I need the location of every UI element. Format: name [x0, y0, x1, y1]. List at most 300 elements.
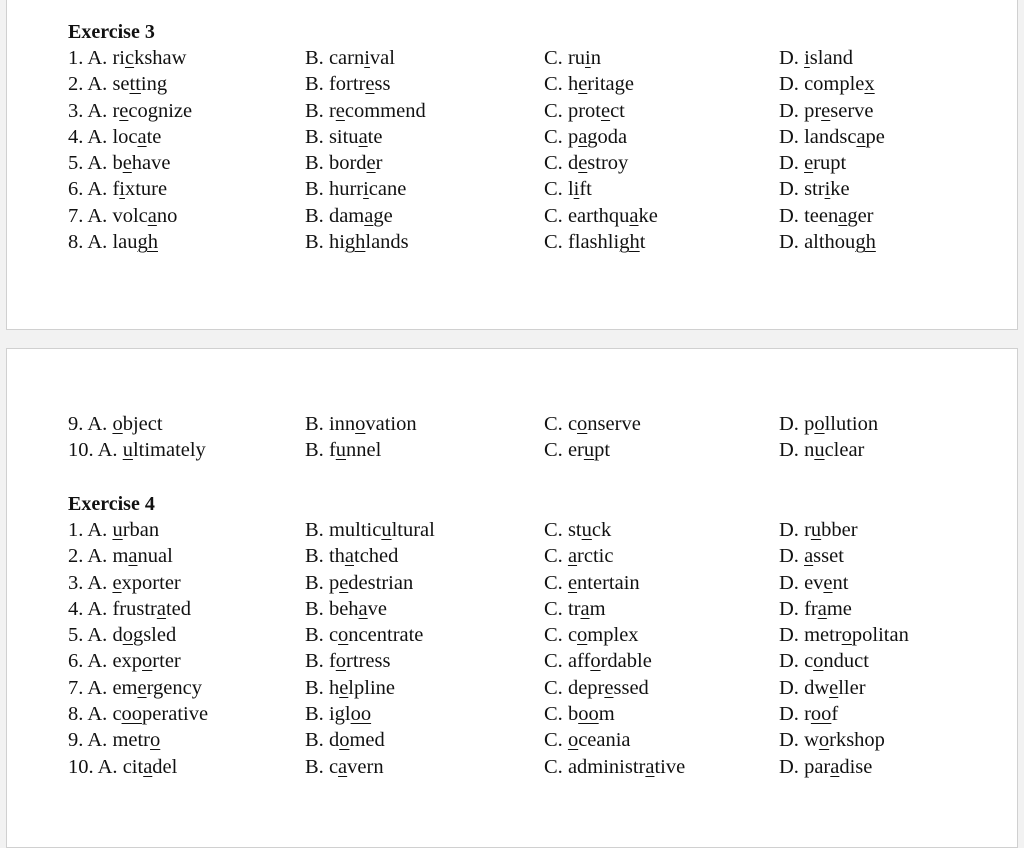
word-part: vation [365, 413, 417, 435]
option-a [68, 47, 186, 69]
underlined-sound: e [365, 73, 375, 96]
word-part: mplex [587, 624, 639, 647]
word-part: r [375, 152, 383, 175]
option-letter: D. [779, 755, 799, 778]
word-part: ing [140, 73, 168, 96]
question-row [7, 231, 1017, 257]
option-word [112, 178, 167, 200]
option-word [112, 598, 191, 620]
word-part: ssed [613, 676, 649, 699]
option-word [112, 126, 161, 148]
option-word [329, 598, 387, 620]
word-part: d [567, 152, 579, 175]
underlined-sound: oo [121, 703, 143, 726]
word-part: dam [328, 204, 365, 227]
underlined-sound: a [629, 204, 639, 227]
option-word [568, 439, 610, 461]
word-part: f [112, 178, 120, 201]
option-letter: B. [305, 439, 324, 462]
option-word [329, 413, 417, 435]
word-part: igl [328, 703, 351, 726]
word-part: rgency [146, 676, 202, 699]
option-word [112, 572, 180, 594]
option-b [305, 545, 398, 567]
underlined-sound: gh [855, 231, 876, 254]
option-word [329, 100, 426, 122]
word-part: ntertain [577, 571, 640, 594]
question-row [7, 126, 1017, 152]
word-part: exp [112, 650, 143, 673]
option-letter: A. [87, 676, 108, 699]
word-part: ke [830, 178, 850, 201]
word-part: clear [824, 439, 865, 462]
option-word [568, 756, 685, 778]
question-number: 5. [68, 624, 84, 647]
option-word [329, 178, 406, 200]
option-letter: D. [779, 676, 799, 699]
underlined-sound: e [578, 73, 588, 96]
option-letter: B. [305, 597, 324, 620]
option-letter: B. [305, 152, 324, 175]
word-part: ru [567, 47, 586, 69]
option-a [68, 152, 171, 174]
question-number: 6. [68, 178, 84, 201]
option-a [68, 73, 167, 95]
option-word [804, 152, 846, 174]
word-part: no [156, 204, 178, 227]
option-b [305, 598, 387, 620]
option-word [568, 178, 592, 200]
option-word [568, 677, 649, 699]
underlined-sound: o [590, 650, 601, 673]
option-c [544, 703, 615, 725]
option-letter: D. [779, 152, 799, 175]
option-word [568, 519, 611, 541]
option-letter: D. [779, 650, 799, 673]
option-a [68, 100, 192, 122]
underlined-sound: e [366, 152, 376, 175]
underlined-sound: i [585, 47, 591, 69]
word-part: tive [654, 755, 686, 778]
option-word [568, 624, 639, 646]
option-word [804, 205, 873, 227]
underlined-sound: i [824, 178, 831, 201]
option-d [779, 152, 846, 174]
option-letter: D. [779, 204, 799, 227]
underlined-sound: oo [810, 703, 832, 726]
word-part: aff [567, 650, 591, 673]
option-word [804, 677, 866, 699]
option-letter: D. [779, 99, 799, 122]
word-part: rupt [813, 152, 847, 175]
option-b [305, 439, 381, 461]
option-letter: D. [779, 231, 799, 254]
option-letter: A. [87, 597, 108, 620]
option-letter: A. [87, 231, 108, 254]
word-part: stroy [587, 152, 629, 175]
underlined-sound: o [577, 413, 588, 435]
word-part: goda [587, 125, 628, 148]
option-letter: B. [305, 125, 324, 148]
underlined-sound: o [112, 413, 123, 435]
word-part: vern [347, 755, 384, 778]
word-part: bord [328, 152, 367, 175]
word-part: ke [638, 204, 658, 227]
option-d [779, 205, 874, 227]
option-letter: C. [544, 703, 563, 726]
word-part: f [328, 439, 336, 462]
option-b [305, 572, 413, 594]
option-c [544, 572, 640, 594]
option-letter: D. [779, 729, 799, 752]
word-part: ger [847, 204, 874, 227]
option-b [305, 677, 395, 699]
question-row [7, 677, 1017, 703]
option-letter: C. [544, 47, 563, 69]
option-letter: B. [305, 545, 324, 568]
underlined-sound: a [838, 204, 848, 227]
option-letter: B. [305, 755, 324, 778]
option-c [544, 598, 606, 620]
option-word [804, 624, 909, 646]
word-part: val [369, 47, 395, 69]
underlined-sound: i [573, 178, 580, 201]
exercise-3-list [7, 47, 1017, 257]
word-part: th [328, 545, 345, 568]
word-part: carn [328, 47, 365, 69]
option-letter: A. [87, 413, 108, 435]
word-part: lpline [348, 676, 395, 699]
underlined-sound: u [583, 439, 595, 462]
option-b [305, 756, 384, 778]
word-part: rkshop [829, 729, 885, 752]
option-word [112, 650, 180, 672]
option-d [779, 519, 858, 541]
option-b [305, 178, 406, 200]
word-part: r [804, 703, 811, 726]
option-word [112, 100, 192, 122]
option-a [68, 729, 160, 751]
option-letter: D. [779, 125, 799, 148]
option-d [779, 650, 869, 672]
word-part: nnel [346, 439, 382, 462]
option-c [544, 624, 639, 646]
word-part: p [804, 413, 815, 435]
word-part: l [567, 178, 574, 201]
option-c [544, 729, 631, 751]
option-letter: C. [544, 99, 563, 122]
option-letter: B. [305, 650, 324, 673]
option-c [544, 677, 649, 699]
option-word [568, 598, 606, 620]
option-c [544, 756, 685, 778]
option-letter: B. [305, 231, 324, 254]
option-letter: D. [779, 47, 799, 69]
underlined-sound: oo [578, 703, 599, 726]
option-letter: B. [305, 519, 324, 541]
word-part: hi [328, 231, 345, 254]
option-word [329, 439, 381, 461]
option-word [568, 231, 645, 253]
underlined-sound: a [578, 125, 588, 148]
option-letter: D. [779, 519, 799, 541]
underlined-sound: i [804, 47, 810, 69]
word-part: inn [328, 413, 356, 435]
option-letter: C. [544, 545, 563, 568]
word-part: par [804, 755, 831, 778]
word-part: r [328, 99, 336, 122]
underlined-sound: e [804, 152, 814, 175]
underlined-sound: e [604, 676, 614, 699]
option-letter: B. [305, 73, 324, 96]
underlined-sound: o [814, 413, 825, 435]
option-letter: B. [305, 729, 324, 752]
option-word [329, 703, 371, 725]
option-word [568, 126, 627, 148]
question-number: 3. [68, 99, 84, 122]
option-word [329, 729, 385, 751]
option-b [305, 231, 409, 253]
option-d [779, 47, 853, 69]
question-row [7, 624, 1017, 650]
underlined-sound: o [567, 729, 579, 752]
word-part: st [567, 519, 582, 541]
option-word [568, 100, 625, 122]
option-letter: A. [87, 73, 108, 96]
word-part: em [112, 676, 138, 699]
word-part: ritage [587, 73, 634, 96]
option-d [779, 756, 872, 778]
underlined-sound: gh [344, 231, 366, 254]
option-a [68, 650, 181, 672]
option-c [544, 519, 611, 541]
word-part: c [567, 624, 578, 647]
underlined-sound: o [338, 624, 349, 647]
option-letter: A. [87, 650, 108, 673]
option-word [568, 73, 634, 95]
word-part: hurr [328, 178, 364, 201]
option-letter: B. [305, 676, 324, 699]
option-word [804, 413, 878, 435]
underlined-sound: i [364, 47, 370, 69]
underlined-sound: i [119, 178, 125, 201]
word-part: er [567, 439, 584, 462]
word-part: ltimately [132, 439, 206, 462]
underlined-sound: e [823, 571, 833, 594]
word-part: r [112, 99, 120, 122]
option-word [329, 519, 435, 541]
option-c [544, 205, 658, 227]
word-part: pt [594, 439, 611, 462]
option-word [329, 677, 395, 699]
question-row [7, 598, 1017, 624]
option-letter: D. [779, 413, 799, 435]
word-part: landsc [804, 125, 857, 148]
question-row [7, 519, 1017, 545]
question-row [7, 650, 1017, 676]
word-part: ge [373, 204, 393, 227]
option-word [804, 729, 885, 751]
question-number: 4. [68, 125, 84, 148]
option-word [568, 572, 640, 594]
word-part: f [831, 703, 839, 726]
underlined-sound: tt [129, 73, 141, 96]
option-word [804, 598, 852, 620]
word-part: ss [374, 73, 391, 96]
option-b [305, 729, 385, 751]
option-word [804, 650, 869, 672]
underlined-sound: e [339, 571, 349, 594]
option-word [804, 100, 873, 122]
option-letter: C. [544, 178, 563, 201]
underlined-sound: a [137, 125, 147, 148]
underlined-sound: a [817, 597, 827, 620]
option-b [305, 73, 390, 95]
option-d [779, 703, 838, 725]
question-number: 10. [68, 439, 94, 462]
word-part: rter [152, 650, 181, 673]
option-a [68, 756, 177, 778]
option-c [544, 439, 610, 461]
underlined-sound: o [818, 729, 830, 752]
word-part: b [112, 152, 123, 175]
underlined-sound: a [147, 204, 157, 227]
option-d [779, 413, 878, 435]
word-part: volc [112, 204, 148, 227]
underlined-sound: a [156, 597, 166, 620]
underlined-sound: e [821, 99, 831, 122]
underlined-sound: e [600, 99, 611, 122]
option-letter: B. [305, 47, 324, 69]
word-part: del [152, 755, 178, 778]
option-letter: D. [779, 571, 799, 594]
underlined-sound: c [124, 47, 135, 69]
option-a [68, 677, 202, 699]
option-word [112, 413, 162, 435]
word-part: tr [567, 597, 581, 620]
option-b [305, 413, 417, 435]
word-part: c [112, 703, 122, 726]
word-part: tched [354, 545, 399, 568]
word-part: pe [865, 125, 885, 148]
option-c [544, 650, 652, 672]
underlined-sound: a [338, 755, 348, 778]
option-a [68, 519, 159, 541]
option-word [568, 47, 601, 69]
word-part: multic [328, 519, 382, 541]
option-letter: D. [779, 439, 799, 462]
word-part: se [112, 73, 130, 96]
option-a [68, 178, 167, 200]
question-number: 8. [68, 231, 84, 254]
question-number: 10. [68, 755, 94, 778]
word-part: fr [804, 597, 818, 620]
underlined-sound: o [122, 624, 133, 647]
option-letter: B. [305, 178, 324, 201]
word-part: m [589, 597, 606, 620]
option-letter: A. [87, 99, 108, 122]
option-letter: D. [779, 545, 799, 568]
question-number: 9. [68, 729, 84, 752]
option-letter: B. [305, 204, 324, 227]
option-a [68, 231, 158, 253]
question-row [7, 545, 1017, 571]
underlined-sound: o [577, 624, 588, 647]
option-word [112, 73, 167, 95]
option-b [305, 47, 395, 69]
question-row [7, 413, 1017, 439]
option-a [68, 572, 181, 594]
underlined-sound: u [810, 519, 822, 541]
option-letter: A. [87, 47, 108, 69]
option-word [568, 729, 631, 751]
option-word [329, 572, 413, 594]
option-c [544, 47, 601, 69]
word-part: ller [838, 676, 866, 699]
word-part: f [328, 650, 336, 673]
exercise-4-list [7, 519, 1017, 782]
option-word [123, 756, 178, 778]
option-letter: D. [779, 178, 799, 201]
option-c [544, 100, 625, 122]
option-word [329, 47, 395, 69]
option-letter: C. [544, 125, 563, 148]
option-c [544, 413, 641, 435]
exercise-4-title: Exercise 4 [68, 493, 155, 515]
underlined-sound: e [137, 676, 147, 699]
option-word [329, 205, 393, 227]
option-letter: B. [305, 413, 324, 435]
word-part: te [146, 125, 162, 148]
underlined-sound: e [112, 571, 122, 594]
word-part: ev [804, 571, 824, 594]
option-letter: C. [544, 439, 563, 462]
question-row [7, 178, 1017, 204]
word-part: beh [328, 597, 359, 620]
option-a [68, 126, 161, 148]
option-word [804, 519, 858, 541]
option-letter: D. [779, 703, 799, 726]
word-part: ve [367, 597, 388, 620]
word-part: ri [112, 47, 125, 69]
word-part: c [567, 413, 578, 435]
question-number: 7. [68, 676, 84, 699]
word-part: commend [344, 99, 426, 122]
word-part: med [349, 729, 385, 752]
word-part: c [804, 650, 814, 673]
question-row [7, 572, 1017, 598]
option-letter: D. [779, 597, 799, 620]
underlined-sound: a [128, 545, 138, 568]
word-part: flashli [567, 231, 620, 254]
underlined-sound: x [864, 73, 875, 96]
option-b [305, 126, 382, 148]
word-part: n [804, 439, 815, 462]
option-word [804, 703, 838, 725]
underlined-sound: o [150, 729, 161, 752]
option-c [544, 545, 613, 567]
option-d [779, 439, 864, 461]
option-word [329, 231, 409, 253]
question-number: 1. [68, 519, 84, 541]
option-letter: A. [97, 439, 118, 462]
option-word [112, 519, 159, 541]
word-part: sset [813, 545, 844, 568]
option-word [804, 73, 875, 95]
word-part: c [328, 624, 339, 647]
option-letter: D. [779, 73, 799, 96]
option-word [112, 677, 202, 699]
